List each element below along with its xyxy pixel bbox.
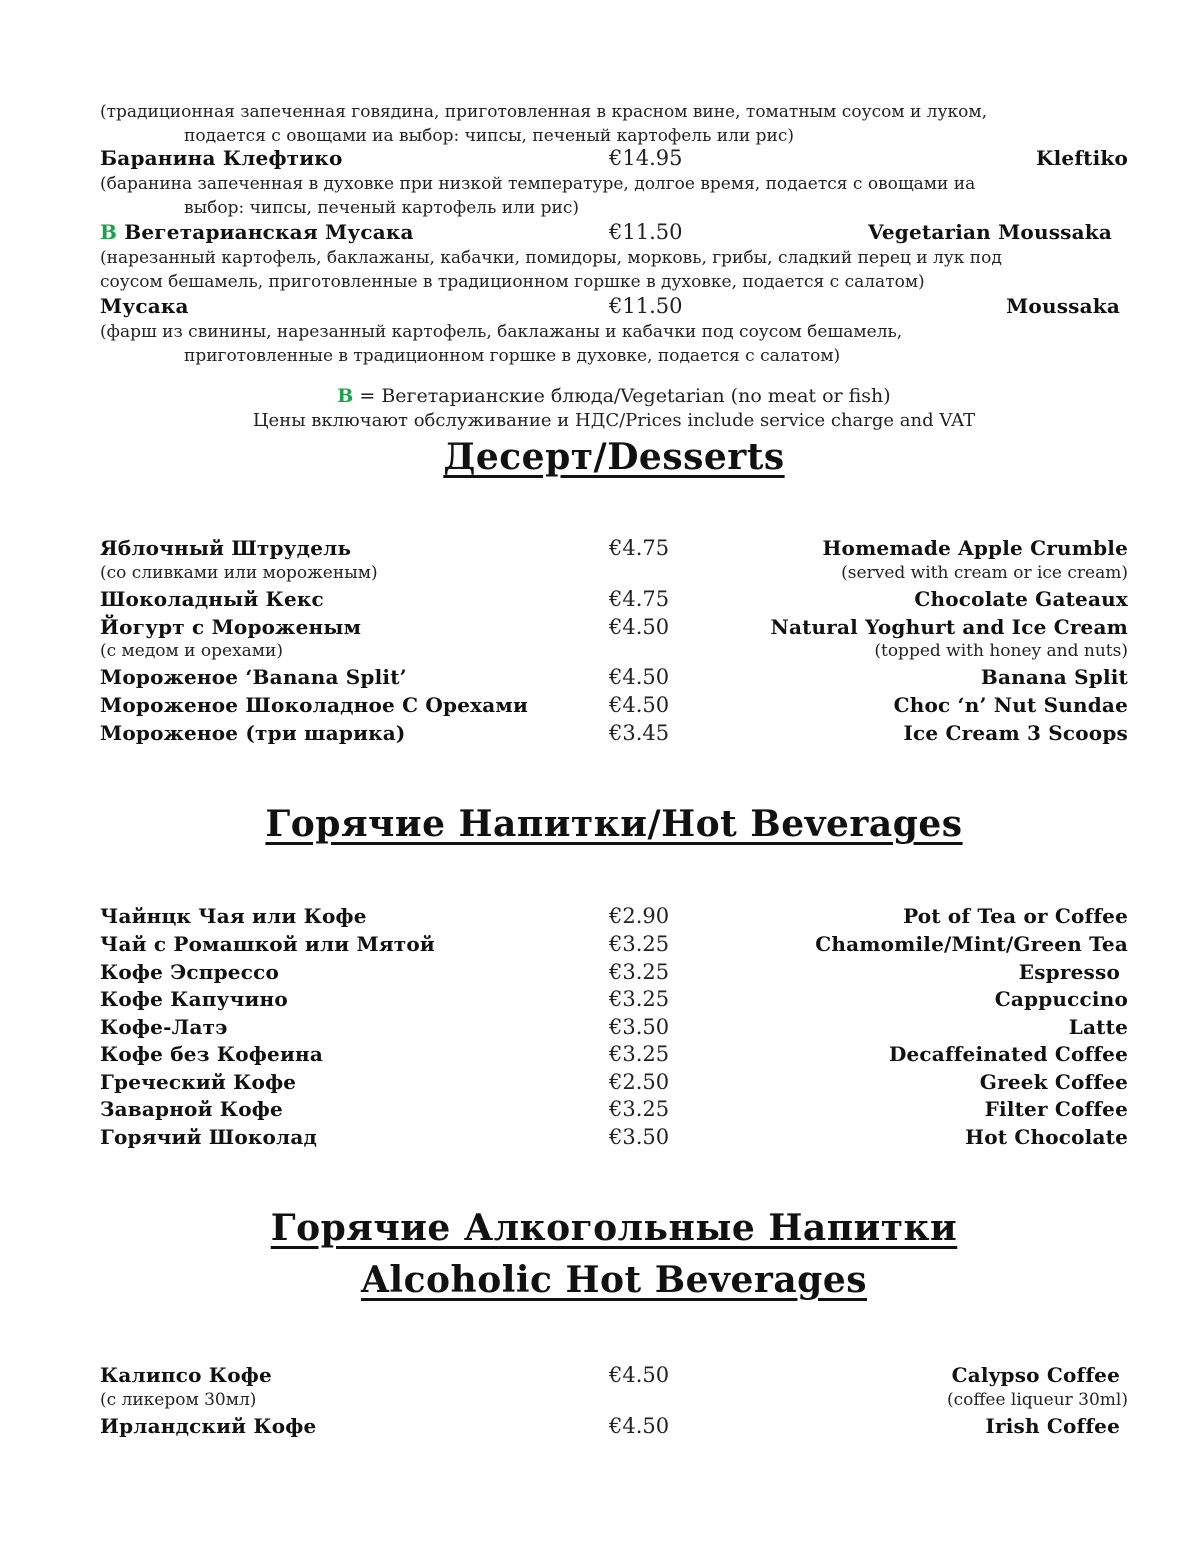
item-description [100,100,1128,148]
item-name-ru: Шоколадный Кекс [100,587,324,611]
item-name-ru: Мороженое ‘Banana Split’ [100,665,407,689]
menu-item [100,665,1128,693]
item-name-ru: Баранина Клефтико [100,146,343,170]
item-price: €4.50 [609,1414,670,1438]
menu-item-moussaka [100,294,1128,322]
item-name-ru: Чайнцк Чая или Кофе [100,904,367,928]
description-line: приготовленные в традиционном горшке в духовке, подается с салатом) [184,346,841,366]
menu-item [100,932,1128,960]
item-price: €4.50 [609,615,670,639]
item-name-en: Greek Coffee [979,1070,1128,1094]
item-note-ru: (с ликером 30мл) [100,1390,257,1410]
menu-item [100,1042,1128,1070]
item-price: €3.25 [609,932,670,956]
menu-item [100,1070,1128,1098]
item-name-en: Espresso [1018,960,1120,984]
item-description [100,246,1128,294]
menu-item [100,1414,1128,1442]
item-price: €3.50 [609,1015,670,1039]
item-name-ru: Мусака [100,294,189,318]
item-name-ru: Кофе Капучино [100,987,288,1011]
item-name-en: Vegetarian Moussaka [867,220,1112,244]
vegetarian-mark: В [337,385,354,407]
item-price: €3.50 [609,1125,670,1149]
menu-item-kleftiko [100,146,1128,174]
item-price: €4.50 [609,693,670,717]
item-name-en: Moussaka [1006,294,1120,318]
item-price: €3.25 [609,1097,670,1121]
item-name-ru: Греческий Кофе [100,1070,297,1094]
item-name-en: Ice Cream 3 Scoops [903,721,1128,745]
item-name-en: Cappuccino [994,987,1128,1011]
item-note-en: (served with cream or ice cream) [841,563,1128,583]
description-line: соусом бешамель, приготовленные в традиционном горшке в духовке, подается с салатом) [100,272,925,292]
item-name-ru [100,220,414,244]
item-name-en: Latte [1068,1015,1128,1039]
item-name-en: Natural Yoghurt and Ice Cream [770,615,1128,639]
menu-item [100,1125,1128,1153]
description-line: (баранина запеченная в духовке при низкой температуре, долгое время, подается с овощами иа [100,174,976,194]
item-name-en: Filter Coffee [984,1097,1128,1121]
item-price: €3.45 [609,721,670,745]
menu-item [100,1015,1128,1043]
section-heading-alcoholic-en: Alcoholic Hot Beverages [360,1259,867,1301]
description-line: подается с овощами иа выбор: чипсы, печеный картофель или рис) [184,126,794,146]
item-name-en: Choc ‘n’ Nut Sundae [893,693,1128,717]
item-price: €3.25 [609,960,670,984]
description-line: (традиционная запеченная говядина, приготовленная в красном вине, томатным соусом и луком, [100,102,987,122]
description-line: (фарш из свинины, нарезанный картофель, баклажаны и кабачки под соусом бешамель, [100,322,903,342]
section-heading-hot-beverages: Горячие Напитки/Hot Beverages [265,803,963,845]
item-description [100,320,1128,368]
item-name-en: Pot of Tea or Coffee [903,904,1128,928]
menu-item [100,960,1128,988]
vegetarian-mark: В [100,220,118,244]
item-name-ru: Заварной Кофе [100,1097,283,1121]
menu-item [100,987,1128,1015]
item-name-ru: Мороженое Шоколадное С Орехами [100,693,529,717]
item-name-ru: Чай с Ромашкой или Мятой [100,932,435,956]
menu-item [100,904,1128,932]
item-price: €11.50 [609,294,683,318]
description-line: (нарезанный картофель, баклажаны, кабачки, помидоры, морковь, грибы, сладкий перец и лук под [100,248,1002,268]
item-price: €2.90 [609,904,670,928]
item-name-en: Homemade Apple Crumble [822,536,1128,560]
item-name-ru: Калипсо Кофе [100,1363,272,1387]
item-name-en: Banana Split [980,665,1128,689]
menu-item-vegetarian-moussaka [100,220,1128,248]
item-price: €3.25 [609,987,670,1011]
item-name-en: Calypso Coffee [951,1363,1120,1387]
menu-item [100,1363,1128,1391]
menu-item [100,721,1128,749]
item-note-ru: (со сливками или мороженым) [100,563,378,583]
item-price: €3.25 [609,1042,670,1066]
menu-item [100,536,1128,564]
item-name-ru: Кофе без Кофеина [100,1042,323,1066]
section-heading-alcoholic-ru: Горячие Алкогольные Напитки [270,1207,958,1249]
item-name-ru: Яблочный Штрудель [100,536,352,560]
item-price: €14.95 [609,146,683,170]
item-note-en: (coffee liqueur 30ml) [946,1390,1128,1410]
item-price: €2.50 [609,1070,670,1094]
item-price: €4.75 [609,587,670,611]
item-name-en: Chamomile/Mint/Green Tea [815,932,1128,956]
item-price: €4.50 [609,1363,670,1387]
prices-note: Цены включают обслуживание и НДС/Prices include service charge and VAT [252,410,976,431]
item-name-ru: Мороженое (три шарика) [100,721,406,745]
menu-item [100,587,1128,615]
item-name-ru: Ирландский Кофе [100,1414,317,1438]
item-name-ru: Йогурт с Мороженым [100,615,362,639]
item-name-en: Chocolate Gateaux [914,587,1128,611]
section-heading-desserts: Десерт/Desserts [443,436,785,478]
item-note-en: (topped with honey and nuts) [874,641,1128,661]
item-note-ru: (с медом и орехами) [100,641,283,661]
menu-item [100,615,1128,643]
item-name-en: Irish Coffee [985,1414,1120,1438]
description-line: выбор: чипсы, печеный картофель или рис) [184,198,579,218]
item-description [100,172,1128,220]
item-price: €4.50 [609,665,670,689]
item-name-en: Decaffeinated Coffee [888,1042,1128,1066]
legend-text: = Вегетарианские блюда/Vegetarian (no meat or fish) [353,385,891,407]
item-name-ru-text: Вегетарианская Мусака [124,220,414,244]
vegetarian-legend [100,385,1128,407]
menu-item [100,1097,1128,1125]
item-name-ru: Горячий Шоколад [100,1125,318,1149]
menu-item [100,693,1128,721]
item-name-ru: Кофе-Латэ [100,1015,228,1039]
item-name-ru: Кофе Эспрессо [100,960,279,984]
item-price: €4.75 [609,536,670,560]
item-name-en: Hot Chocolate [965,1125,1128,1149]
item-name-en: Kleftiko [1036,146,1128,170]
item-price: €11.50 [609,220,683,244]
